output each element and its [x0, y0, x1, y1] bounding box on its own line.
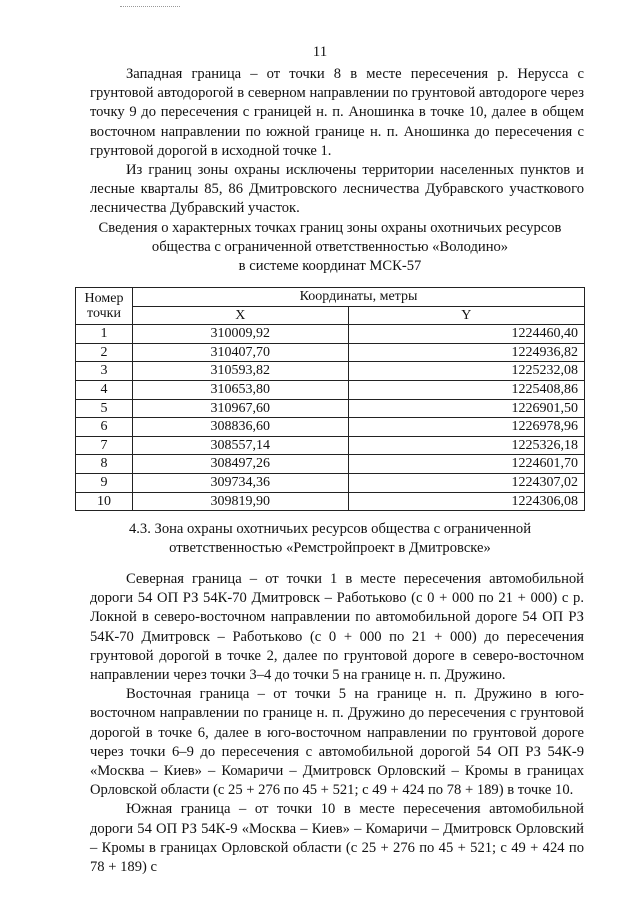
cell-y: 1224307,02	[348, 473, 584, 492]
cell-y: 1225408,86	[348, 380, 584, 399]
table-row	[76, 343, 585, 362]
cell-point: 10	[76, 492, 133, 511]
intro-text	[90, 65, 584, 219]
section-heading-line: 4.3. Зона охраны охотничьих ресурсов общества с ограниченной	[128, 521, 532, 537]
header-y: Y	[348, 306, 584, 325]
paragraph-west-border: Западная граница – от точки 8 в месте пересечения р. Нерусса с грунтовой автодорогой в северном направлении по грунтовой автодороге через точку 9 до пересечения с границей н. п. Аношинка в точке 10, далее в общем восточном направлении по южной границе н. п. Аношинка до пересечения с грунтовой дорогой в исходной точке 1.	[90, 66, 584, 159]
cell-x: 310593,82	[133, 362, 349, 381]
cell-y: 1224936,82	[348, 343, 584, 362]
cell-y: 1225232,08	[348, 362, 584, 381]
paragraph-east-border: Восточная граница – от точки 5 на границе н. п. Дружино в юго-восточном направлении по границе н. п. Дружино до пересечения с грунтовой дорогой в точке 6, далее в юго-восточном направлении по грунтовой дороге через точки 6–9 до пересечения с автомобильной дорогой 54 ОП РЗ 54К-9 «Москва – Киев» – Комаричи – Дмитровск Орловский – Кромы в границах Орловской области (с 25 + 276 по 45 + 521; с 49 + 424 по 78 + 189) в точке 10.	[90, 686, 584, 799]
cell-y: 1224306,08	[348, 492, 584, 511]
cell-x: 308497,26	[133, 455, 349, 474]
cell-x: 310967,60	[133, 399, 349, 418]
table-header-row	[76, 306, 585, 325]
cell-x: 310407,70	[133, 343, 349, 362]
cell-point: 1	[76, 325, 133, 344]
page-number: 11	[312, 44, 328, 60]
cell-y: 1224601,70	[348, 455, 584, 474]
section-text	[90, 570, 584, 877]
cell-y: 1225326,18	[348, 436, 584, 455]
cell-x: 309734,36	[133, 473, 349, 492]
cell-y: 1226978,96	[348, 418, 584, 437]
table-row	[76, 492, 585, 511]
cell-x: 308557,14	[133, 436, 349, 455]
header-point-number: Номер точки	[76, 288, 133, 325]
scan-mark	[120, 6, 180, 8]
cell-point: 6	[76, 418, 133, 437]
cell-x: 310009,92	[133, 325, 349, 344]
cell-x: 310653,80	[133, 380, 349, 399]
table-caption	[60, 219, 600, 277]
cell-point: 2	[76, 343, 133, 362]
cell-x: 309819,90	[133, 492, 349, 511]
cell-point: 4	[76, 380, 133, 399]
header-x: X	[133, 306, 349, 325]
cell-point: 7	[76, 436, 133, 455]
table-row	[76, 418, 585, 437]
paragraph-exclusions: Из границ зоны охраны исключены территории населенных пунктов и лесные кварталы 85, 86 Дмитровского лесничества Дубравского участкового лесничества Дубравский участок.	[90, 162, 584, 217]
table-row	[76, 380, 585, 399]
cell-point: 5	[76, 399, 133, 418]
table-row	[76, 455, 585, 474]
cell-point: 8	[76, 455, 133, 474]
section-heading-line: ответственностью «Ремстройпроект в Дмитровске»	[169, 540, 491, 557]
table-body	[76, 325, 585, 511]
coordinates-table	[75, 287, 585, 511]
table-caption-line: Сведения о характерных точках границ зоны охраны охотничьих ресурсов	[98, 220, 562, 236]
table-header-row	[76, 288, 585, 307]
cell-y: 1224460,40	[348, 325, 584, 344]
table-row	[76, 473, 585, 492]
table-row	[76, 436, 585, 455]
table-row	[76, 362, 585, 381]
cell-point: 9	[76, 473, 133, 492]
cell-x: 308836,60	[133, 418, 349, 437]
paragraph-north-border: Северная граница – от точки 1 в месте пересечения автомобильной дороги 54 ОП РЗ 54К-70 Дмитровск – Работьково (с 0 + 000 по 21 + 000) с р. Локной в северо-восточном направлении по автомобильной дороге 54 ОП РЗ 54К-70 Дмитровск – Работьково (с 0 + 000 по 21 + 000) до пересечения грунтовой дорогой в точке 2, далее по грунтовой дороге в северо-восточном направлении через точки 3–4 до точки 5 на границе н. п. Дружино.	[90, 571, 584, 684]
cell-point: 3	[76, 362, 133, 381]
paragraph-south-border: Южная граница – от точки 10 в месте пересечения автомобильной дороги 54 ОП РЗ 54К-9 «Москва – Киев» – Комаричи – Дмитровск Орловский – Кромы в границах Орловской области (с 25 + 276 по 45 + 521; с 49 + 424 по 78 + 189) с	[90, 801, 584, 876]
section-heading	[60, 520, 600, 558]
table-caption-line: общества с ограниченной ответственностью «Володино»	[151, 239, 509, 256]
header-coordinates: Координаты, метры	[133, 288, 585, 307]
table-row	[76, 325, 585, 344]
table-caption-line: в системе координат МСК-57	[238, 258, 422, 275]
cell-y: 1226901,50	[348, 399, 584, 418]
table-row	[76, 399, 585, 418]
